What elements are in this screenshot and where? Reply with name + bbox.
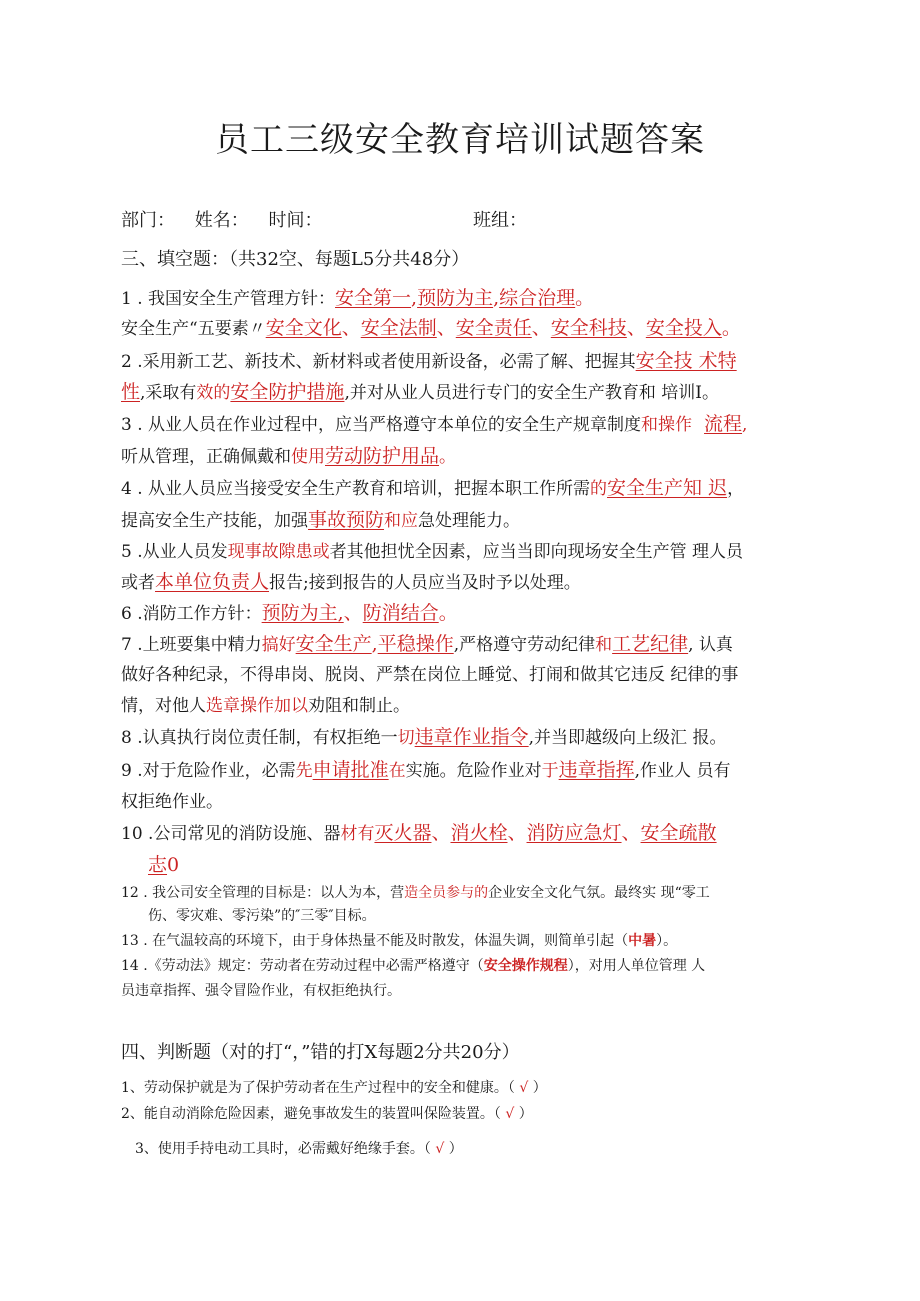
q1b-prefix: 安全生产“五要素〃 xyxy=(121,319,266,339)
judge-item-3 xyxy=(135,1138,463,1158)
q1b-sep: 、 xyxy=(341,317,361,339)
q1b-sep: 、 xyxy=(531,317,551,339)
q1-prefix: 1 . 我国安全生产管理方针： xyxy=(121,289,336,309)
q10-red-text: 材有 xyxy=(340,824,375,844)
q7-line3-suffix: 劝阻和制止。 xyxy=(308,696,410,716)
q9-answer-1: 申请批准 xyxy=(312,759,389,781)
q3-line2-red: 使用 xyxy=(291,447,325,467)
q4-answer-2: 事故预防 xyxy=(308,509,385,531)
q10-line2-suffix: 0 xyxy=(167,854,180,876)
judge-item-2-text: 2、能自动消除危险因素，避免事故发生的装置叫保险装置。（ xyxy=(121,1106,506,1122)
q1-answer-2: 预防为主 xyxy=(417,287,494,309)
q10-sep: 、 xyxy=(507,822,527,844)
question-3-line-1 xyxy=(121,409,747,436)
q12-suffix: 企业安全文化气氛。最终实 现“零工 xyxy=(488,885,710,901)
q3-line2-suffix: 。 xyxy=(439,447,457,467)
question-14-line-2: 员违章指挥、强令冒险作业，有权拒绝执行。 xyxy=(121,983,401,999)
q5-line2-suffix: 报告;接到报告的人员应当及时予以处理。 xyxy=(269,573,581,593)
question-9-line-1 xyxy=(121,755,730,782)
q13-prefix: 13 . 在气温较高的环境下，由于身体热量不能及时散发，体温失调，则简单引起（ xyxy=(121,933,629,949)
q2-mid: ,采取有 xyxy=(140,383,197,403)
q5-red-text: 现事故隙患或 xyxy=(227,542,330,562)
q5-prefix: 5 .从业人员发 xyxy=(121,542,228,562)
q10-sep: 、 xyxy=(431,822,451,844)
q7-red-1: 搞好 xyxy=(261,635,296,655)
question-1 xyxy=(121,283,594,310)
q6-prefix: 6 .消防工作方针： xyxy=(121,604,262,624)
team-label: 班组： xyxy=(473,210,527,231)
question-4-line-2 xyxy=(121,505,520,532)
question-5-line-1 xyxy=(121,537,743,562)
q7-red-2: 和 xyxy=(595,635,613,655)
q2-answer-1: 安全技 术特 xyxy=(635,350,737,372)
q3-suffix: , xyxy=(742,415,748,435)
q14-suffix: ），对用人单位管理 人 xyxy=(567,958,706,974)
name-label: 姓名： xyxy=(194,210,249,231)
q4-suffix: ， xyxy=(727,479,745,499)
q8-prefix: 8 .认真执行岗位责任制，有权拒绝一 xyxy=(121,728,398,748)
judge-item-3-text: 3、使用手持电动工具时，必需戴好绝缘手套。（ xyxy=(135,1141,436,1157)
question-1b xyxy=(121,313,741,340)
q8-suffix: ,并当即越级向上级汇 报。 xyxy=(528,728,727,748)
q3-answer-1: 流程 xyxy=(704,413,743,435)
question-7-line-3 xyxy=(121,691,410,716)
q3-line2-prefix: 听从管理，正确佩戴和 xyxy=(121,447,291,467)
q9-red-2: 在 xyxy=(388,761,406,781)
q6-sep: 、 xyxy=(343,602,363,624)
section3-heading: 三、填空题：（共32空、每题L5分共48分） xyxy=(121,249,470,270)
q7-answer-3: 工艺纪律 xyxy=(612,633,689,655)
q13-answer: 中暑 xyxy=(628,933,657,949)
q6-answer-2: 防消结合 xyxy=(362,602,439,624)
q8-red-text: 切 xyxy=(397,728,415,748)
q1b-answer-1: 安全文化 xyxy=(265,317,342,339)
q9-red-1: 先 xyxy=(295,761,313,781)
judge-item-2 xyxy=(121,1103,533,1123)
q5-line2-prefix: 或者 xyxy=(121,573,155,593)
q1-sep-1: , xyxy=(411,287,418,309)
check-mark-icon: √ xyxy=(435,1141,445,1157)
q1b-answer-5: 安全投入 xyxy=(645,317,722,339)
question-2-line-1 xyxy=(121,346,737,373)
q8-answer: 违章作业指令 xyxy=(414,726,529,748)
q7-line3-prefix: 情，对他人 xyxy=(121,696,206,716)
q10-answer-1: 灭火器 xyxy=(374,822,432,844)
q1b-answer-2: 安全法制 xyxy=(360,317,437,339)
question-9-line-2: 权拒绝作业。 xyxy=(121,792,223,812)
question-6 xyxy=(121,598,458,625)
q4-prefix: 4 . 从业人员应当接受安全生产教育和培训，把握本职工作所需 xyxy=(121,479,591,499)
q9-mid: 实施。危险作业对 xyxy=(405,761,542,781)
q9-red-3: 于 xyxy=(541,761,559,781)
question-12-line-1 xyxy=(121,882,710,902)
q2-red-text: 效的 xyxy=(196,383,231,403)
q7-line3-red: 选章操作加以 xyxy=(206,696,308,716)
q7-answer-2: 平稳操作 xyxy=(377,633,454,655)
q9-answer-2: 违章指挥 xyxy=(558,759,635,781)
q13-suffix: ）。 xyxy=(656,933,678,949)
dept-label: 部门： xyxy=(121,210,175,231)
question-3-line-2 xyxy=(121,441,456,468)
section4-heading: 四、判断题（对的打“，”错的打X每题2分共20分） xyxy=(121,1042,520,1063)
q12-prefix: 12 . 我公司安全管理的目标是：以人为本，营 xyxy=(121,885,405,901)
check-mark-icon: √ xyxy=(519,1080,529,1096)
judge-item-2-close: ） xyxy=(514,1106,533,1122)
q4-red-text: 的 xyxy=(590,479,608,499)
q9-prefix: 9 .对于危险作业，必需 xyxy=(121,761,296,781)
q1b-answer-4: 安全科技 xyxy=(550,317,627,339)
q2-suffix: ,并对从业人员进行专门的安全生产教育和 培训I。 xyxy=(344,383,719,403)
q7-mid: ,严格遵守劳动纪律 xyxy=(453,635,596,655)
q1b-answer-3: 安全责任 xyxy=(455,317,532,339)
q10-answer-3: 消防应急灯 xyxy=(526,822,622,844)
question-7-line-2: 做好各种纪录，不得串岗、脱岗、严禁在岗位上睡觉、打闹和做其它违反 纪律的事 xyxy=(121,665,739,685)
judge-item-3-close: ） xyxy=(444,1141,463,1157)
q9-suffix: ,作业人 员有 xyxy=(634,761,731,781)
q3-prefix: 3 . 从业人员在作业过程中，应当严格遵守本单位的安全生产规章制度 xyxy=(121,415,642,435)
judge-item-1-close: ） xyxy=(528,1080,547,1096)
question-13 xyxy=(121,930,677,950)
q10-answer-2: 消火栓 xyxy=(450,822,508,844)
q4-line2-suffix: 急处理能力。 xyxy=(418,511,521,531)
q14-prefix: 14 .《劳动法》规定：劳动者在劳动过程中必需严格遵守（ xyxy=(121,958,484,974)
q1-answer-1: 安全第一 xyxy=(335,287,412,309)
q7-sep: , xyxy=(371,633,378,655)
question-12-line-2: 伤、零灾难、零污染”的″三零″目标。 xyxy=(148,908,376,924)
q1-sep-2: , xyxy=(493,287,500,309)
question-14-line-1 xyxy=(121,955,705,975)
q2-prefix: 2 .采用新工艺、新技术、新材料或者使用新设备，必需了解、把握其 xyxy=(121,352,636,372)
q6-answer-1: 预防为主, xyxy=(261,602,344,624)
q10-answer-4-cont: 志 xyxy=(148,854,168,876)
q10-prefix: 10 .公司常见的消防设施、器 xyxy=(121,824,341,844)
meta-row xyxy=(121,206,322,232)
q4-line2-red: 和应 xyxy=(384,511,419,531)
question-2-line-2 xyxy=(121,377,719,404)
question-10-line-1 xyxy=(121,818,717,845)
q7-prefix: 7 .上班要集中精力 xyxy=(121,635,262,655)
check-mark-icon: √ xyxy=(505,1106,515,1122)
q12-red-text: 造全员参与的 xyxy=(404,885,489,901)
question-8 xyxy=(121,722,726,749)
q7-suffix: , 认真 xyxy=(688,635,733,655)
question-10-line-2 xyxy=(148,850,179,877)
q3-red-text: 和操作 xyxy=(641,415,693,435)
q2-answer-1-cont: 性 xyxy=(121,381,141,403)
q4-line2-prefix: 提高安全生产技能，加强 xyxy=(121,511,308,531)
q1-answer-3: 综合治理 xyxy=(499,287,576,309)
judge-item-1-text: 1、劳动保护就是为了保护劳动者在生产过程中的安全和健康。（ xyxy=(121,1080,520,1096)
question-5-line-2 xyxy=(121,567,581,594)
q6-suffix: 。 xyxy=(438,602,458,624)
page-title: 员工三级安全教育培训试题答案 xyxy=(215,120,705,160)
q7-answer-1: 安全生产 xyxy=(295,633,372,655)
q5-answer: 本单位负责人 xyxy=(155,571,270,593)
q1b-sep: 、 xyxy=(436,317,456,339)
q10-sep: 、 xyxy=(621,822,641,844)
q4-answer-1: 安全生产知 迟 xyxy=(607,477,728,499)
q1-suffix: 。 xyxy=(575,287,595,309)
q2-answer-2: 安全防护措施 xyxy=(230,381,345,403)
q1b-sep: 、 xyxy=(626,317,646,339)
q5-suffix: 者其他担忧全因素，应当当即向现场安全生产管 理人员 xyxy=(329,542,744,562)
time-label: 时间： xyxy=(268,210,323,231)
question-4-line-1 xyxy=(121,473,744,500)
q3-answer-2: 劳动防护用品 xyxy=(325,445,440,467)
judge-item-1 xyxy=(121,1077,547,1097)
question-7-line-1 xyxy=(121,629,733,656)
q10-answer-4: 安全疏散 xyxy=(640,822,717,844)
q1b-suffix: 。 xyxy=(721,317,741,339)
q14-answer: 安全操作规程 xyxy=(483,958,568,974)
